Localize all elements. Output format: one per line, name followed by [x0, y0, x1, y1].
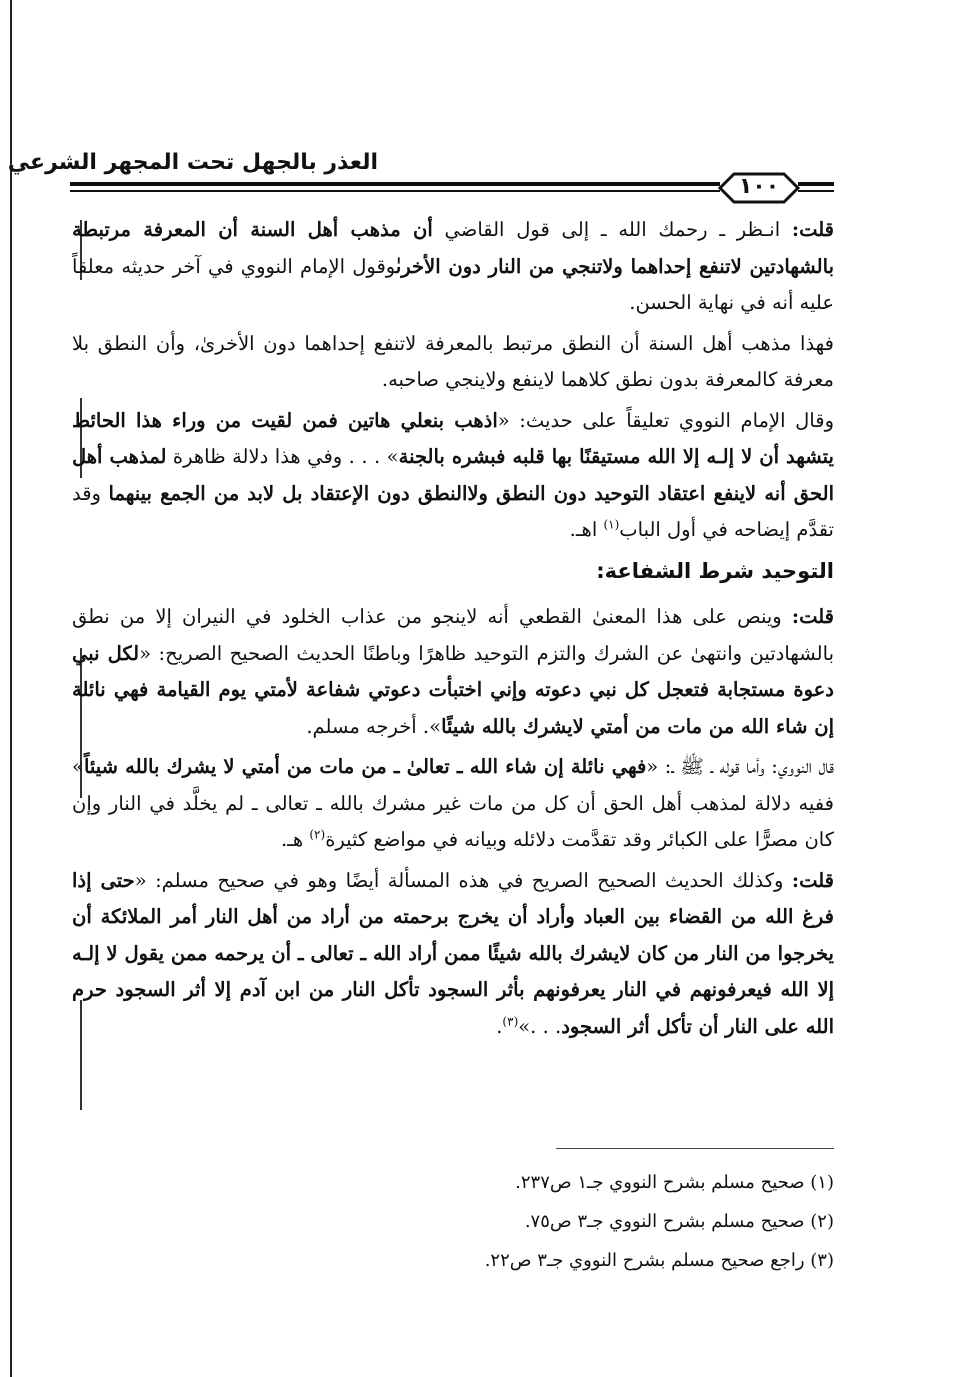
text-run: ». أخرجه مسلم.	[306, 714, 442, 738]
text-run: وقول الإمام النووي في آخر حديثه معلقاً عليه أنه في نهاية الحسن.	[72, 254, 834, 314]
footnote-ref: (٢)	[309, 827, 326, 842]
footnote-item: (٢) صحيح مسلم بشرح النووي جـ٣ ص٧٥.	[524, 1211, 834, 1232]
header-rule-thin	[70, 190, 720, 192]
hadith-quote: لكل نبي دعوة مستجابة فتعجل كل نبي دعوته وإني اختبأت دعوتي شفاعة لأمتي يوم القيامة فهي نائلة إن شاء الله من مات من أمتي لايشرك بالله شيئًا	[72, 641, 834, 738]
paragraph-1	[72, 212, 834, 322]
hadith-quote: اذهب بنعلي هاتين فمن لقيت من وراء هذا الحائط يتشهد أن لا إلـه إلا الله مستيقنًا بها قلبه فبشره بالجنة	[72, 408, 834, 468]
bold-run: أن مذهب أهل السنة أن المعرفة مرتبطة بالشهادتين لاتنفع إحداهما ولاتنجي من النار دون الأخرىٰ	[72, 218, 834, 278]
header-rule-right-thick	[798, 182, 834, 186]
page-number: ١٠٠	[738, 174, 780, 199]
page-number-badge	[716, 170, 802, 206]
text-run: وقد تقدَّم إيضاحه في أول الباب	[72, 481, 834, 541]
paragraph-3	[72, 403, 834, 549]
text-run: اهـ.	[569, 518, 604, 541]
page-edge-line	[10, 0, 12, 1377]
paragraph-5	[72, 749, 834, 859]
main-text	[72, 212, 834, 1045]
text-run: وقال الإمام النووي تعليقاً على حديث: «	[497, 408, 834, 432]
section-heading: التوحيد شرط الشفاعة:	[596, 558, 834, 583]
hadith-quote: فهي نائلة إن شاء الله ـ تعالىٰ ـ من مات من أمتي لا يشرك بالله شيئاً	[83, 755, 647, 778]
running-header-title: العذر بالجهل تحت المجهر الشرعي	[7, 150, 378, 175]
footnotes	[300, 1163, 834, 1280]
text-run: » ففيه دلالة لمذهب أهل الحق أن كل من مات غير مشرك بالله ـ تعالى ـ لم يخلَّد في النار وإن كان مصرًّا على الكبائر وقد تقدَّمت دلائله وبيانه في مواضع كثيرة	[72, 755, 834, 851]
header-rule-thick	[70, 182, 720, 186]
hadith-quote: حتى إذا فرغ الله من القضاء بين العباد وأراد أن يخرج برحمته من أراد من أهل النار أمر الملائكة أن يخرجوا من النار من كان لايشرك بالله شيئًا ممن أراد الله ـ تعالى ـ أن يرحمه ممن يقول لا إلـه إلا الله فيعرفونهم في النار يعرفونهم بأثر السجود تأكل النار من ابن آدم إلا أثر السجود حرم الله على النار أن تأكل أثر السجود	[72, 868, 834, 1038]
text-run: هـ.	[280, 828, 310, 851]
footnote-item: (٣) راجع صحيح مسلم بشرح النووي جـ٣ ص٢٢.	[484, 1250, 834, 1271]
text-run: .	[496, 1014, 503, 1038]
text-run: » . . . وفي هذا دلالة ظاهرة	[166, 445, 399, 468]
text-run: فهذا مذهب أهل السنة أن النطق مرتبط بالمعرفة لاتنفع إحداهما دون الأخرىٰ، وأن النطق بلا معرفة كالمعرفة بدون نطق كلاهما لاينفع ولاينجي صاحبه.	[72, 331, 834, 391]
bold-run: لمذهب أهل الحق أنه لاينفع اعتقاد التوحيد دون النطق ولاالنطق دون الإعتقاد بل لابد من الجمع بينهما	[72, 445, 834, 505]
footnote-ref: (١)	[603, 517, 620, 532]
text-run: . . .»	[518, 1014, 562, 1038]
lead-word: قلت:	[791, 605, 834, 628]
paragraph-6	[72, 863, 834, 1046]
header-rule-right-thin	[798, 190, 834, 192]
paragraph-4	[72, 599, 834, 745]
paragraph-2	[72, 326, 834, 399]
footnote-ref: (٣)	[502, 1014, 519, 1028]
text-run: وينص على هذا المعنىٰ القطعي أنه لاينجو من عذاب الخلود في النيران إلا من نطق بالشهادتين وانتهىٰ عن الشرك والتزم التوحيد ظاهرًا وباطنًا الحديث الصحيح الصريح: «	[72, 605, 834, 665]
lead-word: قلت:	[791, 868, 834, 892]
footnote-separator	[556, 1148, 834, 1149]
lead-word: قلت:	[791, 218, 834, 241]
footnote-item: (١) صحيح مسلم بشرح النووي جـ١ ص٢٣٧.	[515, 1172, 834, 1193]
text-run: انـظر ـ رحمك الله ـ إلى قول القاضي	[432, 218, 792, 241]
text-run: قال النووي: وأما قوله ـ ﷺ ـ: «	[646, 755, 834, 778]
text-run: وكذلك الحديث الصحيح الصريح في هذه المسألة أيضًا وهو في صحيح مسلم: «	[134, 868, 792, 892]
